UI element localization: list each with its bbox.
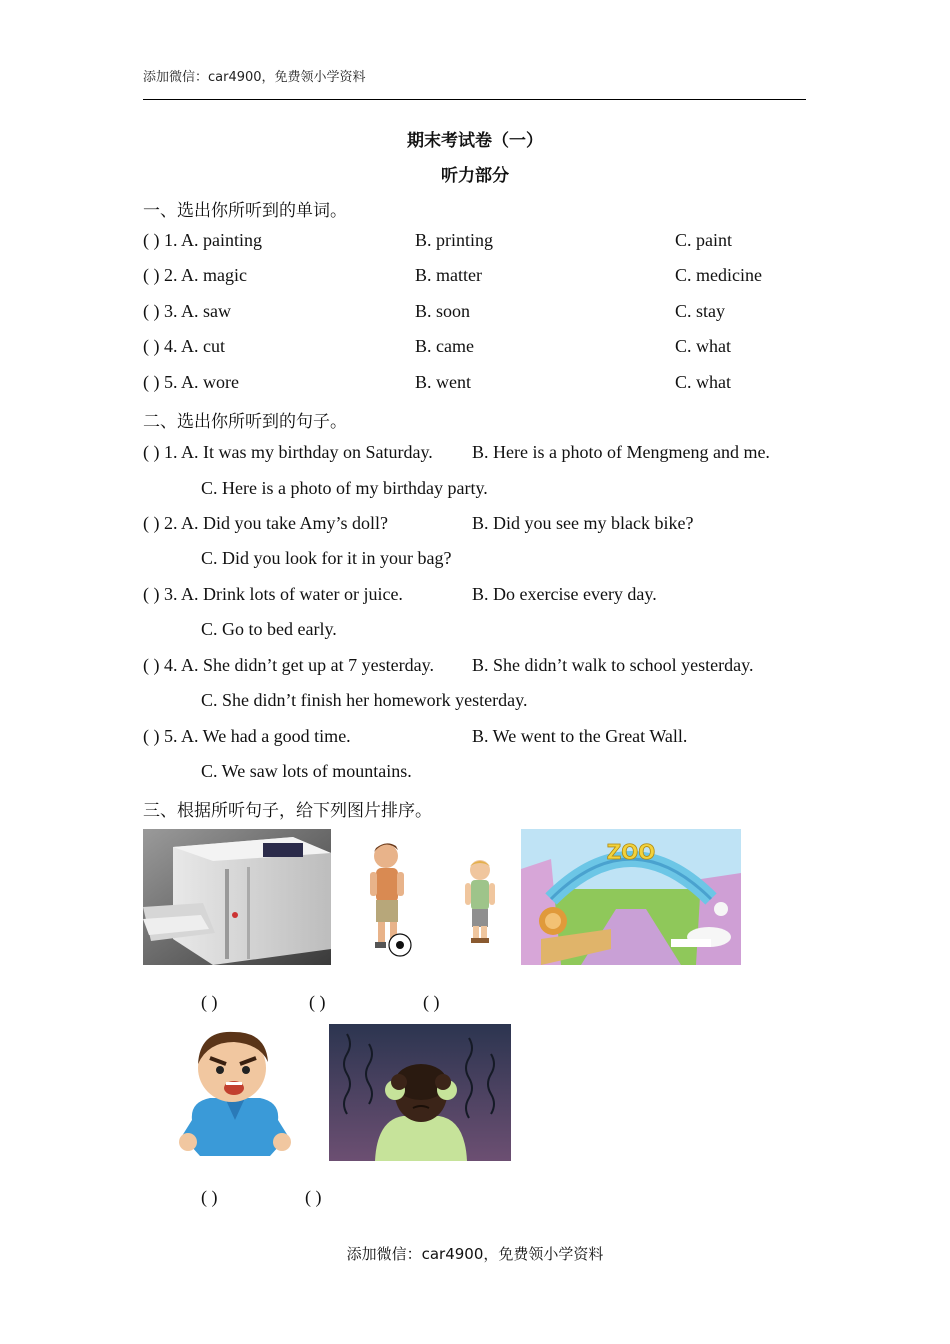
answer-blank-4[interactable]: ( ) — [201, 1187, 218, 1207]
part1-q4-b: B. came — [415, 336, 474, 356]
zoo-sign-text: ZOO — [606, 840, 656, 864]
exam-title: 期末考试卷（一） — [407, 131, 543, 151]
answer-blank-5[interactable]: ( ) — [305, 1187, 322, 1207]
part1-q3-b: B. soon — [415, 301, 471, 321]
header-divider — [143, 99, 806, 100]
zoo-picture — [521, 829, 741, 965]
part1-q3-c: C. stay — [675, 301, 726, 321]
part2-q1-a: ( ) 1. A. It was my birthday on Saturday. — [143, 442, 433, 462]
header-note: 添加微信：car4900，免费领小学资料 — [143, 70, 366, 85]
answer-blank-1[interactable]: ( ) — [201, 992, 218, 1012]
part2-q4-b: B. She didn’t walk to school yesterday. — [472, 655, 754, 675]
boys-football-picture — [348, 836, 513, 962]
part1-q1-c: C. paint — [675, 230, 732, 250]
part1-q2-b: B. matter — [415, 265, 482, 285]
printer-picture — [143, 829, 331, 965]
footer-note: 添加微信：car4900，免费领小学资料 — [346, 1245, 604, 1263]
part2-q3-b: B. Do exercise every day. — [472, 584, 657, 604]
part2-q1-c: C. Here is a photo of my birthday party. — [201, 478, 488, 498]
part2-heading: 二、选出你所听到的句子。 — [143, 412, 347, 432]
part2-q2-c: C. Did you look for it in your bag? — [201, 548, 452, 568]
headache-child-picture — [329, 1024, 511, 1161]
part1-q2-a: ( ) 2. A. magic — [143, 265, 247, 285]
part2-q3-c: C. Go to bed early. — [201, 619, 337, 639]
part2-q5-b: B. We went to the Great Wall. — [472, 726, 688, 746]
part1-q5-c: C. what — [675, 372, 731, 392]
part1-heading: 一、选出你所听到的单词。 — [143, 201, 347, 221]
section-title: 听力部分 — [441, 166, 509, 186]
part2-q2-a: ( ) 2. A. Did you take Amy’s doll? — [143, 513, 388, 533]
part1-q1-b: B. printing — [415, 230, 494, 250]
part2-q4-c: C. She didn’t finish her homework yesterday. — [201, 690, 528, 710]
answer-blank-3[interactable]: ( ) — [423, 992, 440, 1012]
part1-q1-a: ( ) 1. A. painting — [143, 230, 262, 250]
part2-q4-a: ( ) 4. A. She didn’t get up at 7 yesterday. — [143, 655, 434, 675]
part1-q2-c: C. medicine — [675, 265, 762, 285]
part2-q5-a: ( ) 5. A. We had a good time. — [143, 726, 351, 746]
part1-q5-a: ( ) 5. A. wore — [143, 372, 239, 392]
part1-q5-b: B. went — [415, 372, 471, 392]
part1-q4-a: ( ) 4. A. cut — [143, 336, 225, 356]
part2-q3-a: ( ) 3. A. Drink lots of water or juice. — [143, 584, 403, 604]
part2-q2-b: B. Did you see my black bike? — [472, 513, 694, 533]
part2-q1-b: B. Here is a photo of Mengmeng and me. — [472, 442, 770, 462]
part1-q3-a: ( ) 3. A. saw — [143, 301, 231, 321]
part1-q4-c: C. what — [675, 336, 731, 356]
angry-boy-picture — [170, 1024, 300, 1160]
answer-blank-2[interactable]: ( ) — [309, 992, 326, 1012]
part2-q5-c: C. We saw lots of mountains. — [201, 761, 412, 781]
part3-heading: 三、根据所听句子，给下列图片排序。 — [143, 801, 432, 821]
